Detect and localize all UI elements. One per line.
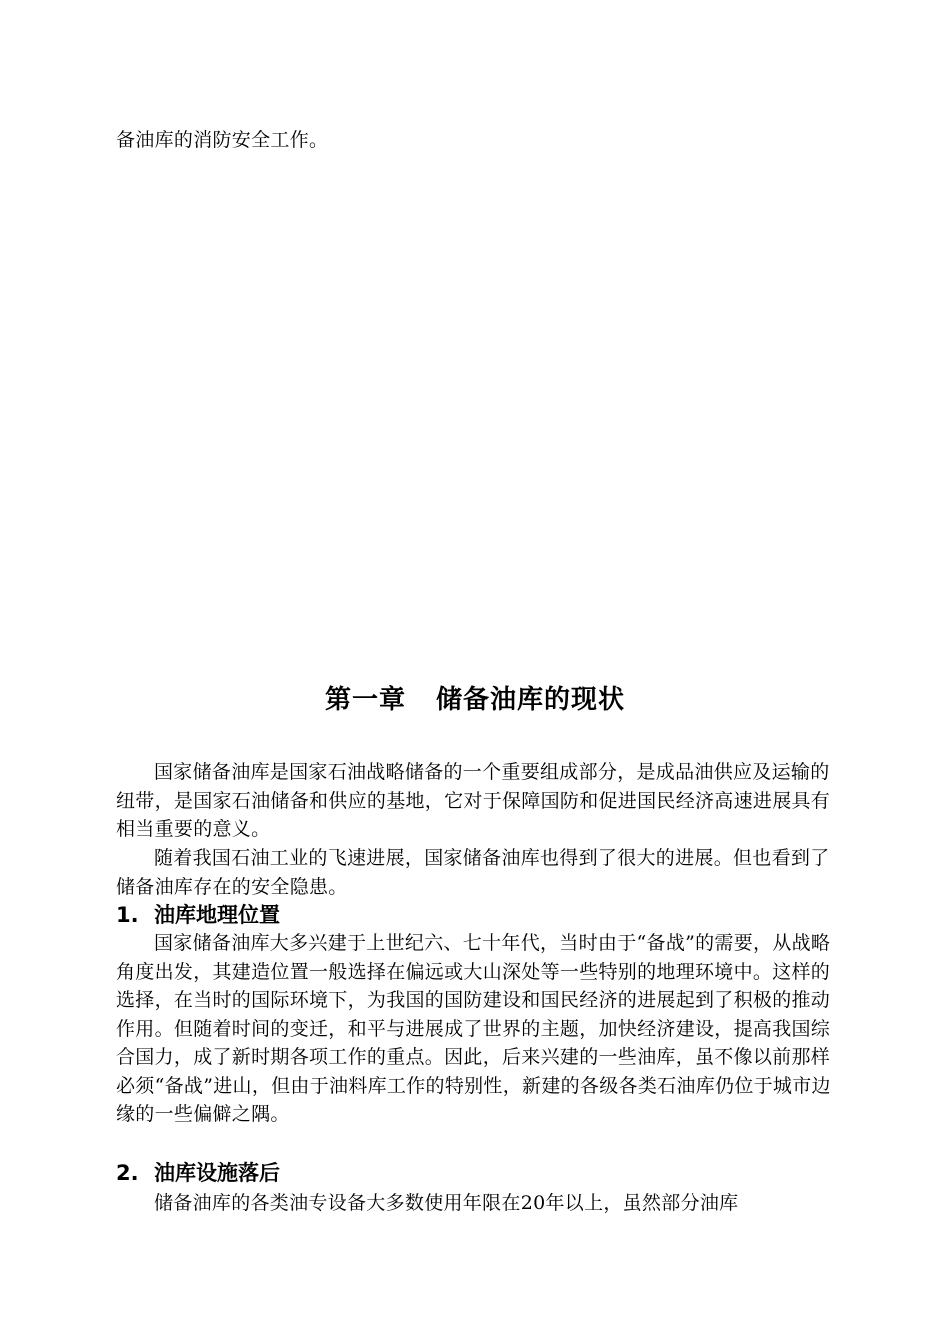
section-heading-2 xyxy=(116,1158,836,1188)
intro-paragraph-1: 国家储备油库是国家石油战略储备的一个重要组成部分，是成品油供应及运输的纽带，是国家石油储备和供应的基地，它对于保障国防和促进国民经济高速进展具有相当重要的意义。 xyxy=(116,761,831,840)
section-number: 2. xyxy=(116,1161,139,1185)
chapter-title xyxy=(0,682,950,718)
continued-paragraph: 备油库的消防安全工作。 xyxy=(116,129,329,151)
section-1-paragraph: 国家储备油库大多兴建于上世纪六、七十年代，当时由于“备战”的需要，从战略角度出发，其建造位置一般选择在偏远或大山深处等一些特别的地理环境中。这样的选择，在当时的国际环境下，为我国的国防建设和国民经济的进展起到了积极的推动作用。但随着时间的变迁，和平与进展成了世界的主题，加快经济建设，提高我国综合国力，成了新时期各项工作的重点。因此，后来兴建的一些油库，虽不像以前那样必须“备战”进山，但由于油料库工作的特别性，新建的各级各类石油库仍位于城市边缘的一些偏僻之隅。 xyxy=(116,932,831,1125)
section-title: 油库地理位置 xyxy=(154,903,280,927)
section-2-paragraph: 储备油库的各类油专设备大多数使用年限在20年以上，虽然部分油库 xyxy=(154,1192,739,1214)
chapter-number: 第一章 xyxy=(324,685,406,715)
section-title: 油库设施落后 xyxy=(154,1161,280,1185)
chapter-name: 储备油库的现状 xyxy=(436,685,626,715)
intro-paragraph-2: 随着我国石油工业的飞速进展，国家储备油库也得到了很大的进展。但也看到了储备油库存在的安全隐患。 xyxy=(116,847,830,898)
section-heading-1 xyxy=(116,900,836,930)
section-number: 1. xyxy=(116,903,139,927)
